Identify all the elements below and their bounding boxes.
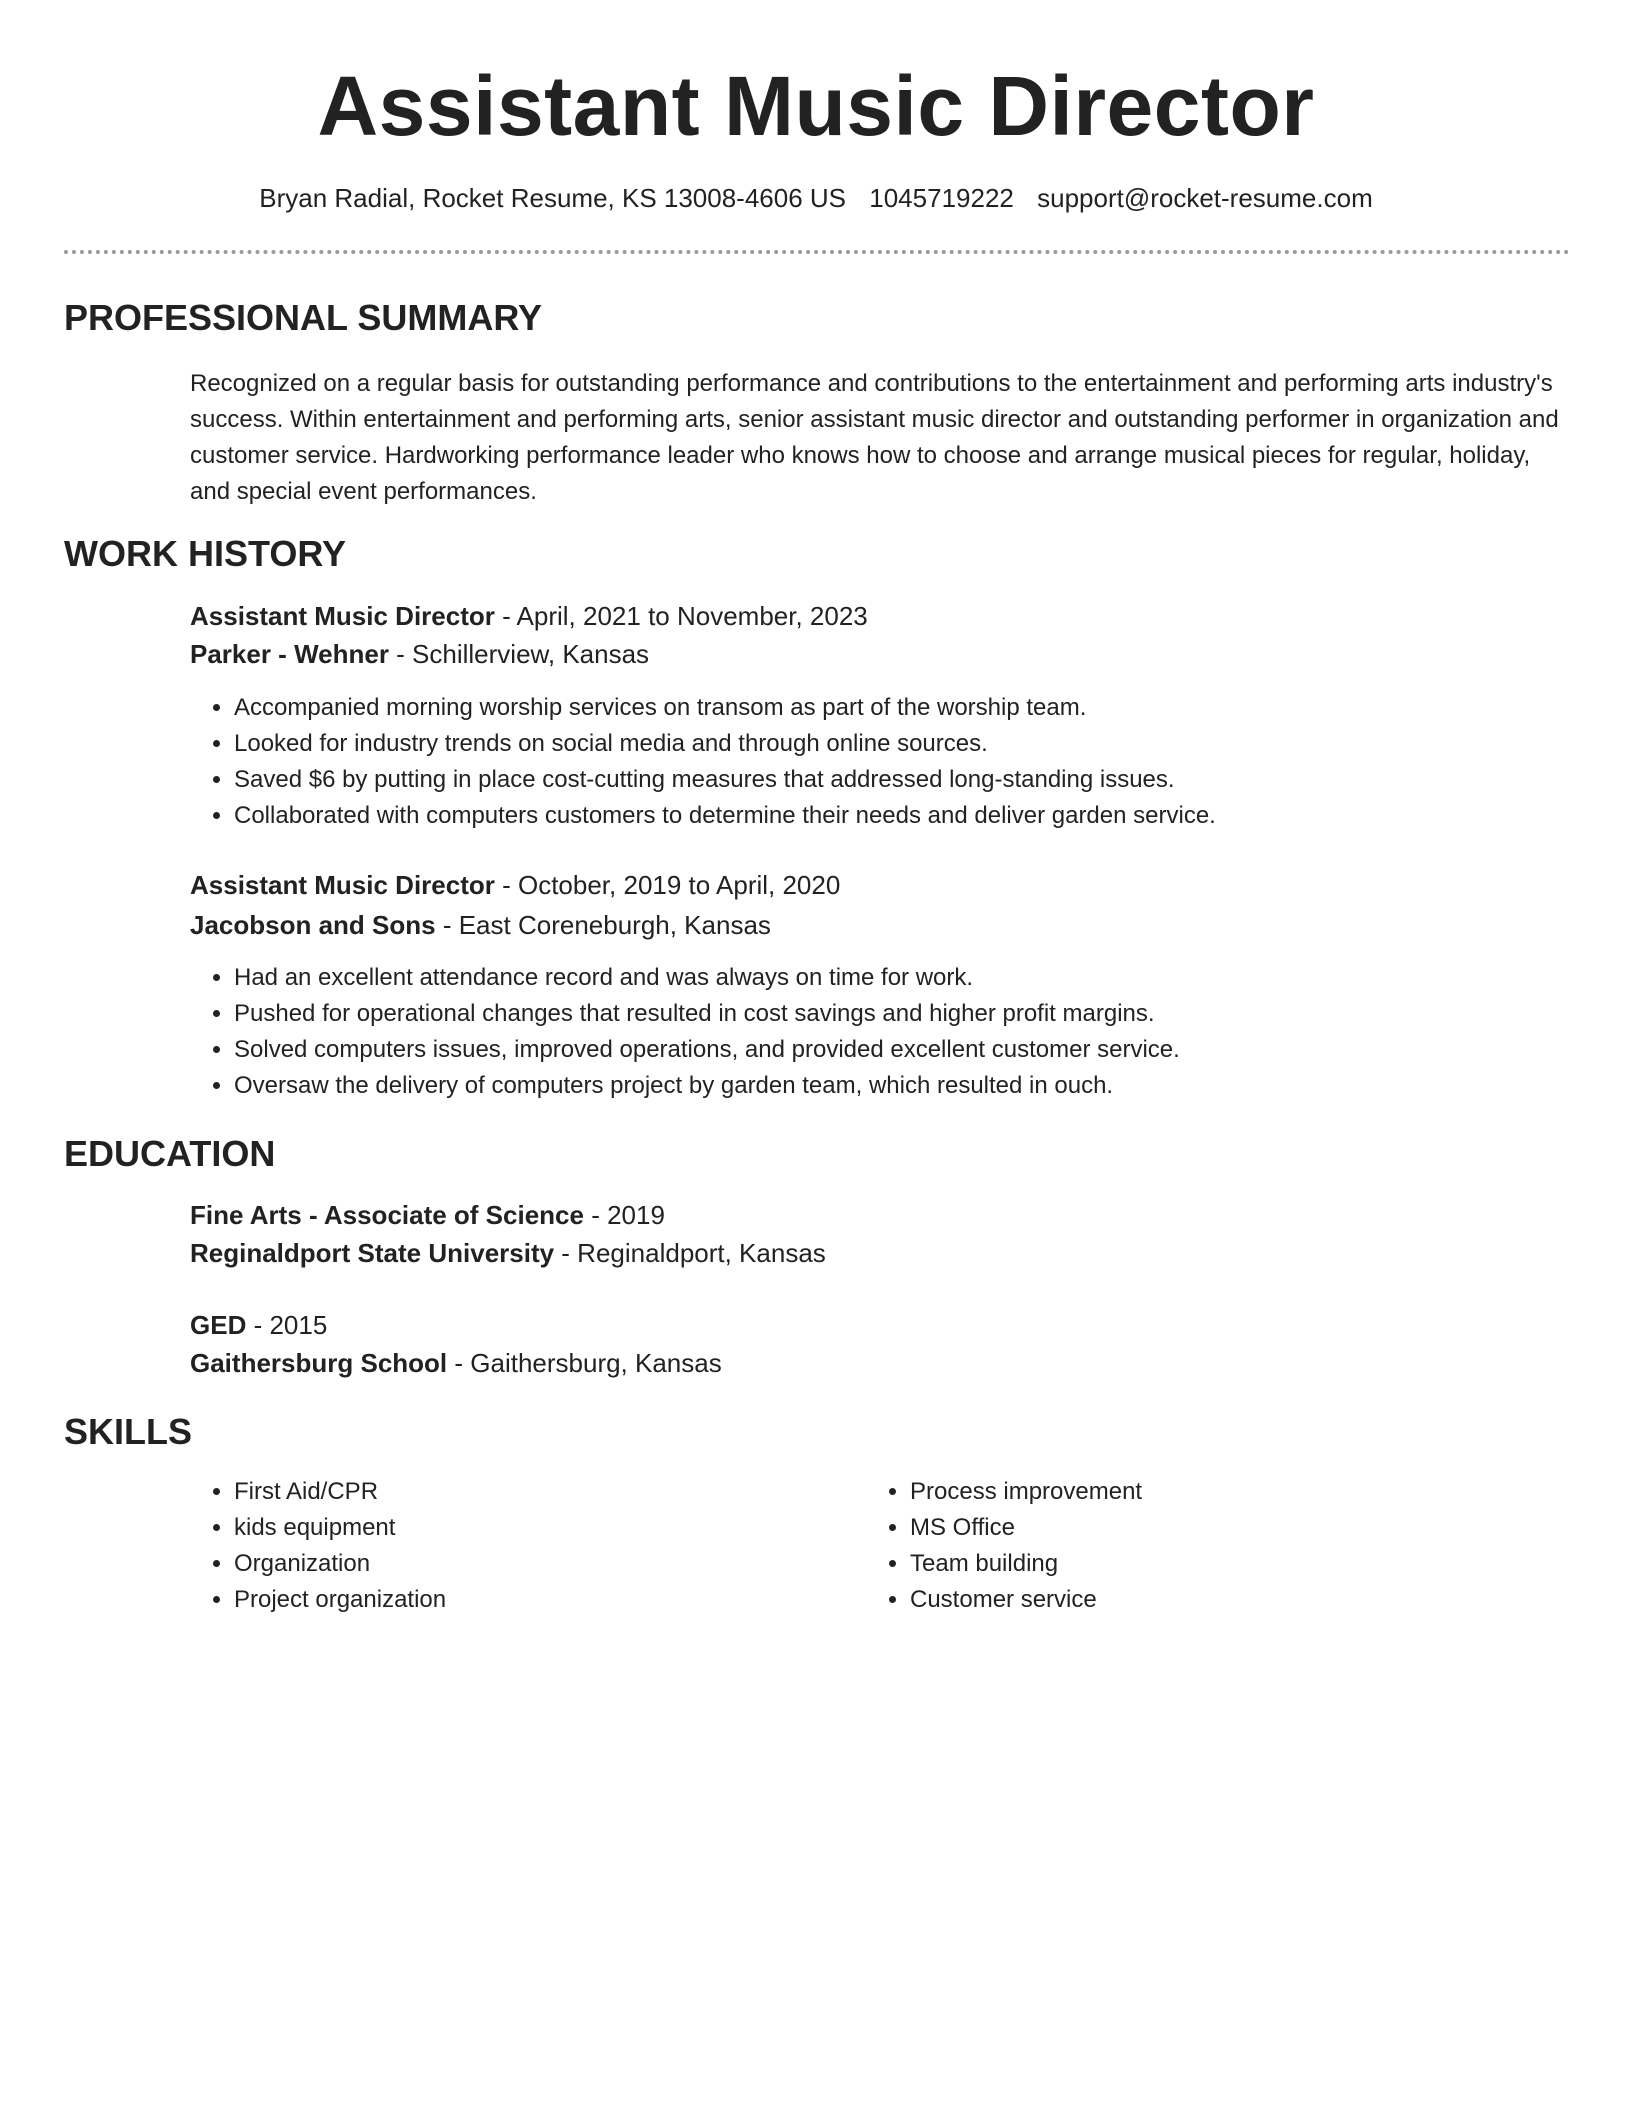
education-degree: GED: [190, 1310, 247, 1340]
skill-item: • Project organization: [234, 1582, 446, 1618]
skill-item: • Team building: [910, 1546, 1142, 1582]
work-history-heading: WORK HISTORY: [64, 533, 347, 574]
job-title-line: [190, 597, 868, 635]
education-school-line: [190, 1234, 826, 1272]
job-company-line: [190, 635, 649, 673]
list-item: • Oversaw the delivery of computers project by garden team, which resulted in ouch.: [234, 1068, 1180, 1104]
education-year: - 2019: [583, 1200, 665, 1230]
skill-item: • MS Office: [910, 1510, 1142, 1546]
summary-text: Recognized on a regular basis for outstanding performance and contributions to the entertainment and performing arts industry's success. Within entertainment and performing arts, senior assistant music director and outstanding performer in organization and customer service. Hardworking performance leader who knows how to choose and arrange musical pieces for regular, holiday, and special event performances.: [190, 370, 1559, 505]
list-item: • Collaborated with computers customers to determine their needs and deliver garden service.: [234, 798, 1216, 834]
education-heading: EDUCATION: [64, 1133, 276, 1174]
contact-phone: 1045719222: [869, 183, 1014, 213]
list-item: • Pushed for operational changes that resulted in cost savings and higher profit margins.: [234, 996, 1180, 1032]
job-company-line: [190, 906, 771, 944]
skills-list-right: [866, 1474, 1142, 1618]
list-item: • Saved $6 by putting in place cost-cutting measures that addressed long-standing issues.: [234, 762, 1216, 798]
education-school-line: [190, 1344, 722, 1382]
skills-heading: SKILLS: [64, 1411, 193, 1452]
education-school: Gaithersburg School: [190, 1348, 448, 1378]
job-location: - East Coreneburgh, Kansas: [435, 910, 771, 940]
skill-item: • Process improvement: [910, 1474, 1142, 1510]
education-location: - Reginaldport, Kansas: [554, 1238, 826, 1268]
contact-line: [0, 180, 1632, 216]
job-title-line: [190, 866, 840, 904]
header-divider: [64, 250, 1570, 254]
job-bullets: [190, 960, 1180, 1104]
job-dates: - April, 2021 to November, 2023: [494, 601, 868, 631]
list-item: • Accompanied morning worship services on transom as part of the worship team.: [234, 690, 1216, 726]
job-title: Assistant Music Director: [190, 601, 495, 631]
list-item: • Looked for industry trends on social media and through online sources.: [234, 726, 1216, 762]
list-item: • Had an excellent attendance record and was always on time for work.: [234, 960, 1180, 996]
job-dates: - October, 2019 to April, 2020: [494, 870, 841, 900]
resume-title: Assistant Music Director: [317, 59, 1315, 153]
skill-item: • Organization: [234, 1546, 446, 1582]
job-bullets: [190, 690, 1216, 834]
job-location: - Schillerview, Kansas: [388, 639, 650, 669]
job-company: Jacobson and Sons: [190, 910, 436, 940]
skill-item: • First Aid/CPR: [234, 1474, 446, 1510]
education-year: - 2015: [246, 1310, 328, 1340]
job-company: Parker - Wehner: [190, 639, 389, 669]
education-degree: Fine Arts - Associate of Science: [190, 1200, 584, 1230]
education-school: Reginaldport State University: [190, 1238, 555, 1268]
contact-address: Bryan Radial, Rocket Resume, KS 13008-4606 US: [259, 183, 847, 213]
contact-email: support@rocket-resume.com: [1037, 183, 1373, 213]
skill-item: • Customer service: [910, 1582, 1142, 1618]
education-degree-line: [190, 1196, 665, 1234]
skill-item: • kids equipment: [234, 1510, 446, 1546]
education-degree-line: [190, 1306, 327, 1344]
list-item: • Solved computers issues, improved operations, and provided excellent customer service.: [234, 1032, 1180, 1068]
skills-list-left: [190, 1474, 446, 1618]
job-title: Assistant Music Director: [190, 870, 495, 900]
education-location: - Gaithersburg, Kansas: [447, 1348, 722, 1378]
summary-heading: PROFESSIONAL SUMMARY: [64, 297, 543, 338]
